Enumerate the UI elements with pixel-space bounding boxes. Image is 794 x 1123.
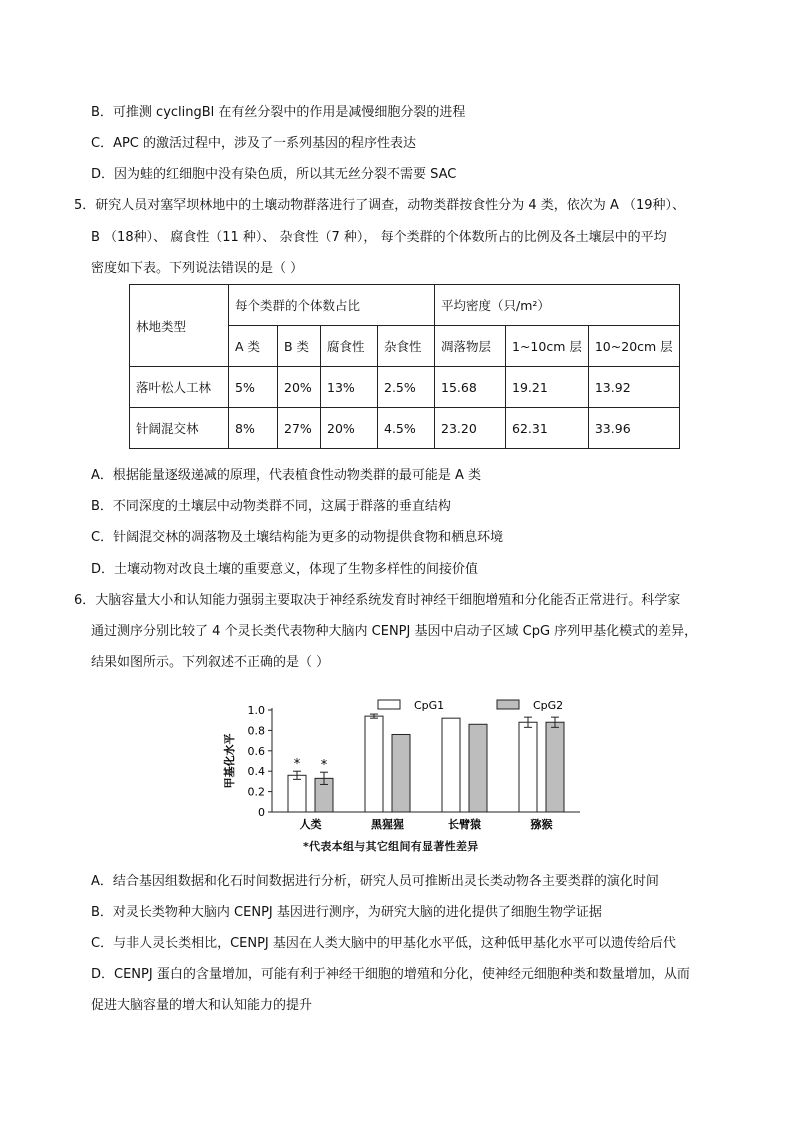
table-group-header-density: 平均密度（只/m²） [435,285,680,326]
y-tick-label: 0.6 [247,744,265,758]
table-cell: 4.5% [378,408,435,449]
legend-swatch-cpg2 [497,700,519,709]
q6-option-c: C．与非人灵长类相比，CENPJ 基因在人类大脑中的甲基化水平低，这种低甲基化水平可以遗传给后代 [91,936,676,951]
q6-option-b: B．对灵长类物种大脑内 CENPJ 基因进行测序，为研究大脑的进化提供了细胞生物学证据 [91,905,602,920]
x-tick-label: 长臂猿 [448,818,481,831]
y-axis-title: 甲基化水平 [223,733,236,789]
table-subheader: 1~10cm 层 [506,326,589,367]
chart-caption: *代表本组与其它组间有显著性差异 [303,840,479,853]
bar-cpg1 [288,775,306,812]
q6-stem-line-1: 6．大脑容量大小和认知能力强弱主要取决于神经系统发育时神经干细胞增殖和分化能否正常进行。科学家 [74,593,681,608]
q5-stem-line-2: B （18种）、 腐食性（11 种）、 杂食性（7 种）， 每个类群的个体数所占的比例及各土壤层中的平均 [91,230,667,245]
table-group-header-ratio: 每个类群的个体数占比 [229,285,435,326]
prev-option-b: B．可推测 cyclingBl 在有丝分裂中的作用是减慢细胞分裂的进程 [91,105,466,120]
table-cell: 23.20 [435,408,506,449]
legend-label-cpg2: CpG2 [533,699,564,712]
q6-option-d: D．CENPJ 蛋白的含量增加，可能有利于神经干细胞的增殖和分化，使神经元细胞种类和数量增加，从而 [91,967,690,982]
methylation-bar-chart [215,690,585,835]
table-cell: 15.68 [435,367,506,408]
table-cell: 20% [278,367,321,408]
y-tick-label: 0.2 [247,785,265,799]
table-subheader: 杂食性 [378,326,435,367]
significance-mark: * [293,757,301,773]
table-cell: 62.31 [506,408,589,449]
table-row-name: 落叶松人工林 [130,367,229,408]
y-tick-label: 0 [258,806,265,819]
y-tick-label: 0.4 [247,765,265,779]
x-tick-label: 黑猩猩 [371,818,404,831]
bar-cpg1 [442,718,460,812]
q5-option-a: A．根据能量逐级递减的原理，代表植食性动物类群的最可能是 A 类 [91,468,482,483]
table-cell: 13% [321,367,378,408]
y-tick-label: 0.8 [247,724,265,738]
table-cell: 33.96 [588,408,679,449]
x-tick-label: 猕猴 [530,818,553,831]
table-cell: 2.5% [378,367,435,408]
table-subheader: B 类 [278,326,321,367]
table-row [130,367,680,408]
q6-stem-line-3: 结果如图所示。下列叙述不正确的是（ ） [91,655,330,670]
bar-cpg2 [469,724,487,812]
prev-option-c: C．APC 的激活过程中，涉及了一系列基因的程序性表达 [91,136,417,151]
q6-option-a: A．结合基因组数据和化石时间数据进行分析，研究人员可推断出灵长类动物各主要类群的演化时间 [91,874,659,889]
q5-stem-line-1: 5．研究人员对塞罕坝林地中的土壤动物群落进行了调查，动物类群按食性分为 4 类，依次为 A （19种）、 [74,198,686,213]
table-cell: 5% [229,367,278,408]
legend-swatch-cpg1 [378,700,400,709]
table-row [130,408,680,449]
q5-option-b: B．不同深度的土壤层中动物类群不同，这属于群落的垂直结构 [91,499,451,514]
table-cell: 27% [278,408,321,449]
q6-stem-line-2: 通过测序分别比较了 4 个灵长类代表物种大脑内 CENPJ 基因中启动子区域 CpG 序列甲基化模式的差异， [91,624,698,639]
y-tick-label: 1.0 [247,704,265,717]
q5-stem-line-3: 密度如下表。下列说法错误的是（ ） [91,261,304,276]
bar-cpg2 [546,722,564,812]
table-subheader: A 类 [229,326,278,367]
table-subheader: 腐食性 [321,326,378,367]
bar-cpg1 [365,716,383,812]
table-cell: 20% [321,408,378,449]
table-cell: 8% [229,408,278,449]
table-subheader: 凋落物层 [435,326,506,367]
table-row-name: 针阔混交林 [130,408,229,449]
significance-mark: * [320,758,328,774]
q5-option-c: C．针阔混交林的凋落物及土壤结构能为更多的动物提供食物和栖息环境 [91,530,504,545]
q6-option-d-cont: 促进大脑容量的增大和认知能力的提升 [91,998,313,1013]
legend-label-cpg1: CpG1 [414,699,445,712]
table-cell: 13.92 [588,367,679,408]
bar-cpg1 [519,722,537,812]
table-cell: 19.21 [506,367,589,408]
q5-data-table [129,284,680,449]
q5-option-d: D．土壤动物对改良土壤的重要意义，体现了生物多样性的间接价值 [91,562,479,577]
prev-option-d: D．因为蛙的红细胞中没有染色质，所以其无丝分裂不需要 SAC [91,167,457,182]
bar-cpg2 [392,734,410,812]
table-corner-header: 林地类型 [130,285,229,367]
table-subheader: 10~20cm 层 [588,326,679,367]
x-tick-label: 人类 [299,818,322,831]
